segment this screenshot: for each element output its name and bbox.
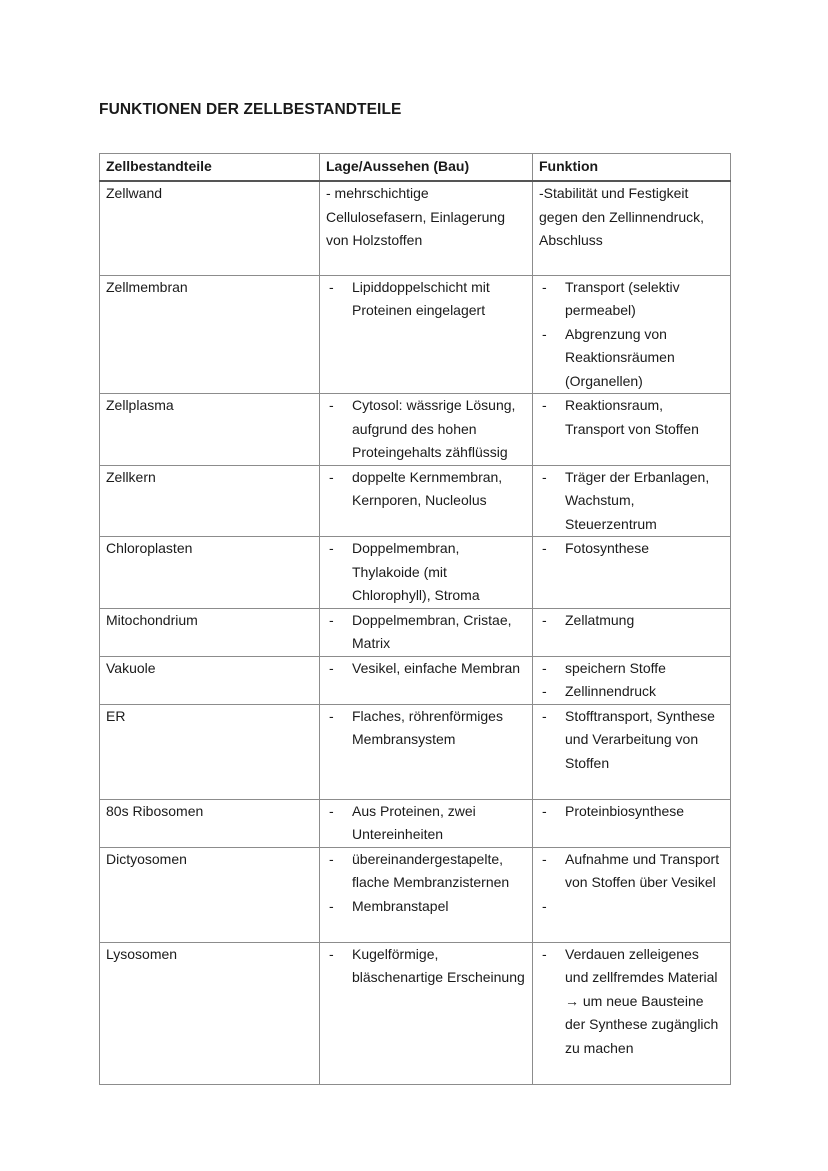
table-row xyxy=(100,799,731,847)
list-item: - Verdauen zelleigenes und zellfremdes Material → um neue Bausteine der Synthese zugänglich zu machen xyxy=(539,943,724,1061)
function-cell xyxy=(533,656,731,704)
list-item: - Aufnahme und Transport von Stoffen über Vesikel xyxy=(539,848,724,895)
list-item: - Fotosynthese xyxy=(539,537,724,561)
list-item: - Doppelmembran, Cristae, Matrix xyxy=(326,609,526,656)
structure-cell: - mehrschichtige Cellulosefasern, Einlagerung von Holzstoffen xyxy=(320,181,533,275)
structure-cell xyxy=(320,942,533,1084)
list-item: - Aus Proteinen, zwei Untereinheiten xyxy=(326,800,526,847)
structure-cell xyxy=(320,275,533,394)
list-item: - Kugelförmige, bläschenartige Erscheinung xyxy=(326,943,526,990)
table-row xyxy=(100,537,731,609)
structure-cell xyxy=(320,537,533,609)
table-row xyxy=(100,608,731,656)
function-cell xyxy=(533,537,731,609)
component-name: Zellplasma xyxy=(100,394,320,466)
component-name: Vakuole xyxy=(100,656,320,704)
list-item: - Abgrenzung von Reaktionsräumen (Organellen) xyxy=(539,323,724,394)
structure-cell xyxy=(320,608,533,656)
structure-cell xyxy=(320,799,533,847)
function-cell xyxy=(533,799,731,847)
table-row xyxy=(100,275,731,394)
function-cell: -Stabilität und Festigkeit gegen den Zellinnendruck, Abschluss xyxy=(533,181,731,275)
list-item: - Zellinnendruck xyxy=(539,680,724,704)
table-row xyxy=(100,942,731,1084)
function-cell xyxy=(533,608,731,656)
table-row xyxy=(100,394,731,466)
component-name: ER xyxy=(100,704,320,799)
structure-cell xyxy=(320,656,533,704)
structure-cell xyxy=(320,465,533,537)
function-cell xyxy=(533,942,731,1084)
list-item: - speichern Stoffe xyxy=(539,657,724,681)
table-header-row xyxy=(100,154,731,182)
function-cell xyxy=(533,465,731,537)
list-item: - Träger der Erbanlagen, Wachstum, Steuerzentrum xyxy=(539,466,724,537)
column-header-function: Funktion xyxy=(533,154,731,182)
table-row xyxy=(100,704,731,799)
column-header-component: Zellbestandteile xyxy=(100,154,320,182)
list-item: - Reaktionsraum, Transport von Stoffen xyxy=(539,394,724,441)
list-item: - Membranstapel xyxy=(326,895,526,919)
function-cell xyxy=(533,275,731,394)
component-name: Zellkern xyxy=(100,465,320,537)
column-header-structure: Lage/Aussehen (Bau) xyxy=(320,154,533,182)
structure-cell xyxy=(320,394,533,466)
list-item: - Proteinbiosynthese xyxy=(539,800,724,824)
table-row xyxy=(100,656,731,704)
component-name: Dictyosomen xyxy=(100,847,320,942)
function-cell xyxy=(533,704,731,799)
component-name: Lysosomen xyxy=(100,942,320,1084)
function-cell xyxy=(533,847,731,942)
component-name: Mitochondrium xyxy=(100,608,320,656)
component-name: Zellwand xyxy=(100,181,320,275)
component-name: Chloroplasten xyxy=(100,537,320,609)
list-item: - Flaches, röhrenförmiges Membransystem xyxy=(326,705,526,752)
list-item xyxy=(539,895,724,919)
list-item: - Doppelmembran, Thylakoide (mit Chlorophyll), Stroma xyxy=(326,537,526,608)
component-name: Zellmembran xyxy=(100,275,320,394)
page-title: FUNKTIONEN DER ZELLBESTANDTEILE xyxy=(99,101,402,118)
list-item: - Transport (selektiv permeabel) xyxy=(539,276,724,323)
list-item: - Cytosol: wässrige Lösung, aufgrund des hohen Proteingehalts zähflüssig xyxy=(326,394,526,465)
structure-cell xyxy=(320,847,533,942)
list-item: - übereinandergestapelte, flache Membranzisternen xyxy=(326,848,526,895)
list-item: - Stofftransport, Synthese und Verarbeitung von Stoffen xyxy=(539,705,724,776)
function-cell xyxy=(533,394,731,466)
list-item: - doppelte Kernmembran, Kernporen, Nucleolus xyxy=(326,466,526,513)
list-item: - Lipiddoppelschicht mit Proteinen eingelagert xyxy=(326,276,526,323)
list-item: - Vesikel, einfache Membran xyxy=(326,657,526,681)
table-row xyxy=(100,465,731,537)
cell-components-table xyxy=(99,153,731,1085)
component-name: 80s Ribosomen xyxy=(100,799,320,847)
list-item: - Zellatmung xyxy=(539,609,724,633)
table-row xyxy=(100,181,731,275)
structure-cell xyxy=(320,704,533,799)
table-row xyxy=(100,847,731,942)
